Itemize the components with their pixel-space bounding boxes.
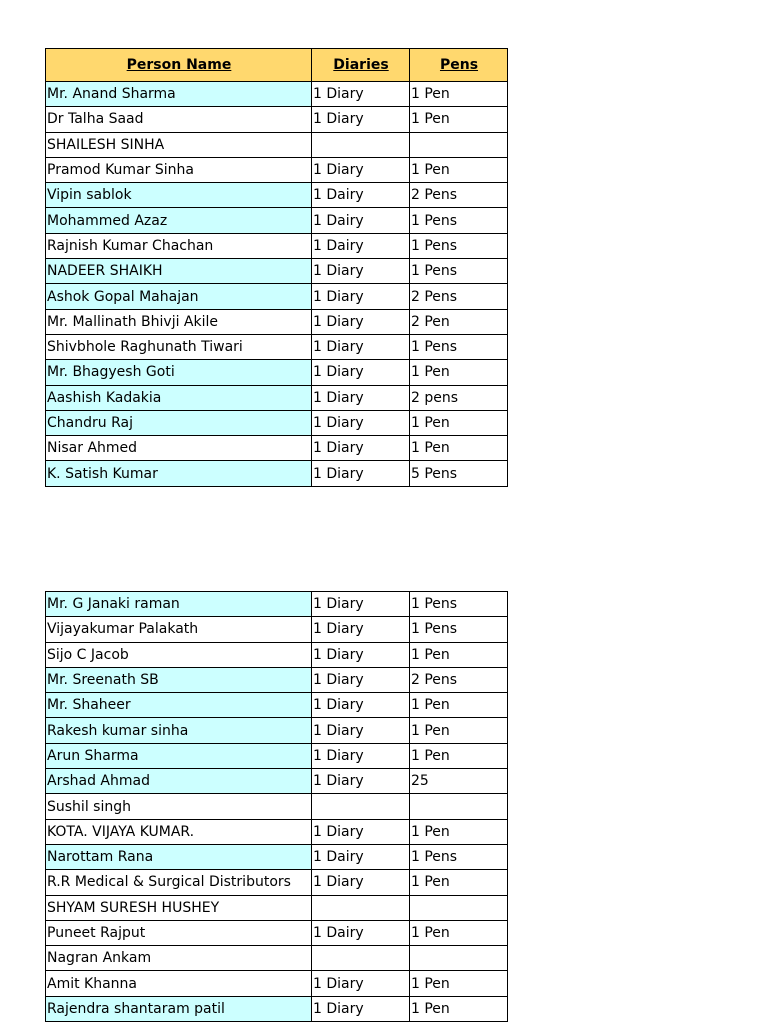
person-name-cell: K. Satish Kumar: [46, 461, 312, 486]
table-row: [46, 284, 508, 309]
table-row: [46, 667, 508, 692]
diaries-cell: 1 Diary: [312, 617, 410, 642]
header-row: [46, 49, 508, 82]
table-row: [46, 183, 508, 208]
person-name-cell: Mohammed Azaz: [46, 208, 312, 233]
table-row: [46, 259, 508, 284]
table-row: [46, 334, 508, 359]
person-name-cell: Mr. Shaheer: [46, 693, 312, 718]
pens-cell: [410, 794, 508, 819]
distribution-table-2: [45, 591, 508, 1022]
pens-cell: 1 Pen: [410, 410, 508, 435]
diaries-cell: 1 Diary: [312, 769, 410, 794]
diaries-cell: 1 Diary: [312, 667, 410, 692]
table-row: [46, 410, 508, 435]
person-name-cell: Puneet Rajput: [46, 920, 312, 945]
diaries-cell: 1 Diary: [312, 309, 410, 334]
pens-cell: 1 Pen: [410, 642, 508, 667]
person-name-cell: SHAILESH SINHA: [46, 132, 312, 157]
diaries-cell: 1 Diary: [312, 259, 410, 284]
diaries-cell: 1 Dairy: [312, 183, 410, 208]
pens-cell: 1 Pen: [410, 996, 508, 1021]
diaries-cell: 1 Dairy: [312, 233, 410, 258]
table-row: [46, 946, 508, 971]
table-row: [46, 920, 508, 945]
diaries-cell: 1 Diary: [312, 642, 410, 667]
pens-cell: 1 Pen: [410, 718, 508, 743]
diaries-cell: 1 Dairy: [312, 208, 410, 233]
person-name-cell: R.R Medical & Surgical Distributors: [46, 870, 312, 895]
diaries-cell: 1 Diary: [312, 996, 410, 1021]
pens-cell: 1 Pen: [410, 436, 508, 461]
pens-cell: 25: [410, 769, 508, 794]
table-row: [46, 82, 508, 107]
pens-cell: 1 Pen: [410, 920, 508, 945]
table-row: [46, 132, 508, 157]
table-row: [46, 208, 508, 233]
pens-cell: 1 Pens: [410, 592, 508, 617]
table-row: [46, 436, 508, 461]
pens-cell: 1 Pen: [410, 870, 508, 895]
table-row: [46, 895, 508, 920]
person-name-cell: Arun Sharma: [46, 743, 312, 768]
person-name-cell: Rajnish Kumar Chachan: [46, 233, 312, 258]
person-name-cell: Rakesh kumar sinha: [46, 718, 312, 743]
pens-cell: 1 Pens: [410, 208, 508, 233]
diaries-cell: 1 Diary: [312, 334, 410, 359]
table-row: [46, 461, 508, 486]
table-row: [46, 385, 508, 410]
table-row: [46, 971, 508, 996]
person-name-cell: Mr. Anand Sharma: [46, 82, 312, 107]
pens-cell: 1 Pen: [410, 819, 508, 844]
pens-cell: 2 pens: [410, 385, 508, 410]
person-name-cell: Narottam Rana: [46, 844, 312, 869]
pens-cell: 2 Pens: [410, 667, 508, 692]
table-row: [46, 592, 508, 617]
pens-cell: 1 Pen: [410, 82, 508, 107]
person-name-cell: Pramod Kumar Sinha: [46, 157, 312, 182]
person-name-cell: Arshad Ahmad: [46, 769, 312, 794]
diaries-cell: 1 Diary: [312, 82, 410, 107]
diaries-cell: 1 Dairy: [312, 844, 410, 869]
table-row: [46, 617, 508, 642]
pens-cell: [410, 946, 508, 971]
diaries-cell: 1 Diary: [312, 743, 410, 768]
header-diaries: Diaries: [312, 49, 410, 82]
person-name-cell: Mr. Sreenath SB: [46, 667, 312, 692]
pens-cell: 1 Pens: [410, 334, 508, 359]
pens-cell: 1 Pens: [410, 259, 508, 284]
person-name-cell: Nisar Ahmed: [46, 436, 312, 461]
pens-cell: 1 Pens: [410, 844, 508, 869]
table-row: [46, 309, 508, 334]
pens-cell: 1 Pen: [410, 360, 508, 385]
pens-cell: 1 Pen: [410, 971, 508, 996]
pens-cell: 2 Pens: [410, 183, 508, 208]
person-name-cell: Rajendra shantaram patil: [46, 996, 312, 1021]
table-row: [46, 819, 508, 844]
diaries-cell: 1 Diary: [312, 819, 410, 844]
person-name-cell: NADEER SHAIKH: [46, 259, 312, 284]
diaries-cell: 1 Diary: [312, 107, 410, 132]
person-name-cell: Vijayakumar Palakath: [46, 617, 312, 642]
pens-cell: 1 Pen: [410, 693, 508, 718]
diaries-cell: 1 Diary: [312, 718, 410, 743]
pens-cell: 1 Pen: [410, 157, 508, 182]
person-name-cell: Aashish Kadakia: [46, 385, 312, 410]
pens-cell: 1 Pens: [410, 233, 508, 258]
person-name-cell: Amit Khanna: [46, 971, 312, 996]
table-row: [46, 157, 508, 182]
table-row: [46, 642, 508, 667]
diaries-cell: [312, 794, 410, 819]
distribution-table-1: [45, 48, 508, 487]
pens-cell: 5 Pens: [410, 461, 508, 486]
pens-cell: [410, 132, 508, 157]
pens-cell: [410, 895, 508, 920]
person-name-cell: Chandru Raj: [46, 410, 312, 435]
diaries-cell: 1 Diary: [312, 971, 410, 996]
person-name-cell: Mr. G Janaki raman: [46, 592, 312, 617]
table-row: [46, 769, 508, 794]
diaries-cell: 1 Diary: [312, 461, 410, 486]
person-name-cell: KOTA. VIJAYA KUMAR.: [46, 819, 312, 844]
person-name-cell: Dr Talha Saad: [46, 107, 312, 132]
table-1-body: [46, 82, 508, 487]
person-name-cell: Shivbhole Raghunath Tiwari: [46, 334, 312, 359]
person-name-cell: Vipin sablok: [46, 183, 312, 208]
person-name-cell: Ashok Gopal Mahajan: [46, 284, 312, 309]
pens-cell: 2 Pen: [410, 309, 508, 334]
table-row: [46, 743, 508, 768]
table-row: [46, 996, 508, 1021]
diaries-cell: 1 Diary: [312, 410, 410, 435]
table-row: [46, 718, 508, 743]
diaries-cell: 1 Diary: [312, 592, 410, 617]
table-2-body: [46, 592, 508, 1022]
diaries-cell: [312, 895, 410, 920]
diaries-cell: 1 Diary: [312, 436, 410, 461]
pens-cell: 1 Pen: [410, 743, 508, 768]
diaries-cell: 1 Diary: [312, 870, 410, 895]
person-name-cell: Sijo C Jacob: [46, 642, 312, 667]
person-name-cell: Sushil singh: [46, 794, 312, 819]
pens-cell: 2 Pens: [410, 284, 508, 309]
diaries-cell: 1 Diary: [312, 385, 410, 410]
diaries-cell: 1 Dairy: [312, 920, 410, 945]
diaries-cell: 1 Diary: [312, 693, 410, 718]
person-name-cell: Mr. Bhagyesh Goti: [46, 360, 312, 385]
pens-cell: 1 Pen: [410, 107, 508, 132]
pens-cell: 1 Pens: [410, 617, 508, 642]
diaries-cell: 1 Diary: [312, 284, 410, 309]
person-name-cell: Nagran Ankam: [46, 946, 312, 971]
table-row: [46, 233, 508, 258]
header-person-name: Person Name: [46, 49, 312, 82]
diaries-cell: 1 Diary: [312, 360, 410, 385]
diaries-cell: 1 Diary: [312, 157, 410, 182]
table-row: [46, 107, 508, 132]
table-row: [46, 693, 508, 718]
person-name-cell: SHYAM SURESH HUSHEY: [46, 895, 312, 920]
diaries-cell: [312, 946, 410, 971]
header-pens: Pens: [410, 49, 508, 82]
table-row: [46, 870, 508, 895]
person-name-cell: Mr. Mallinath Bhivji Akile: [46, 309, 312, 334]
diaries-cell: [312, 132, 410, 157]
table-row: [46, 360, 508, 385]
table-row: [46, 844, 508, 869]
table-row: [46, 794, 508, 819]
